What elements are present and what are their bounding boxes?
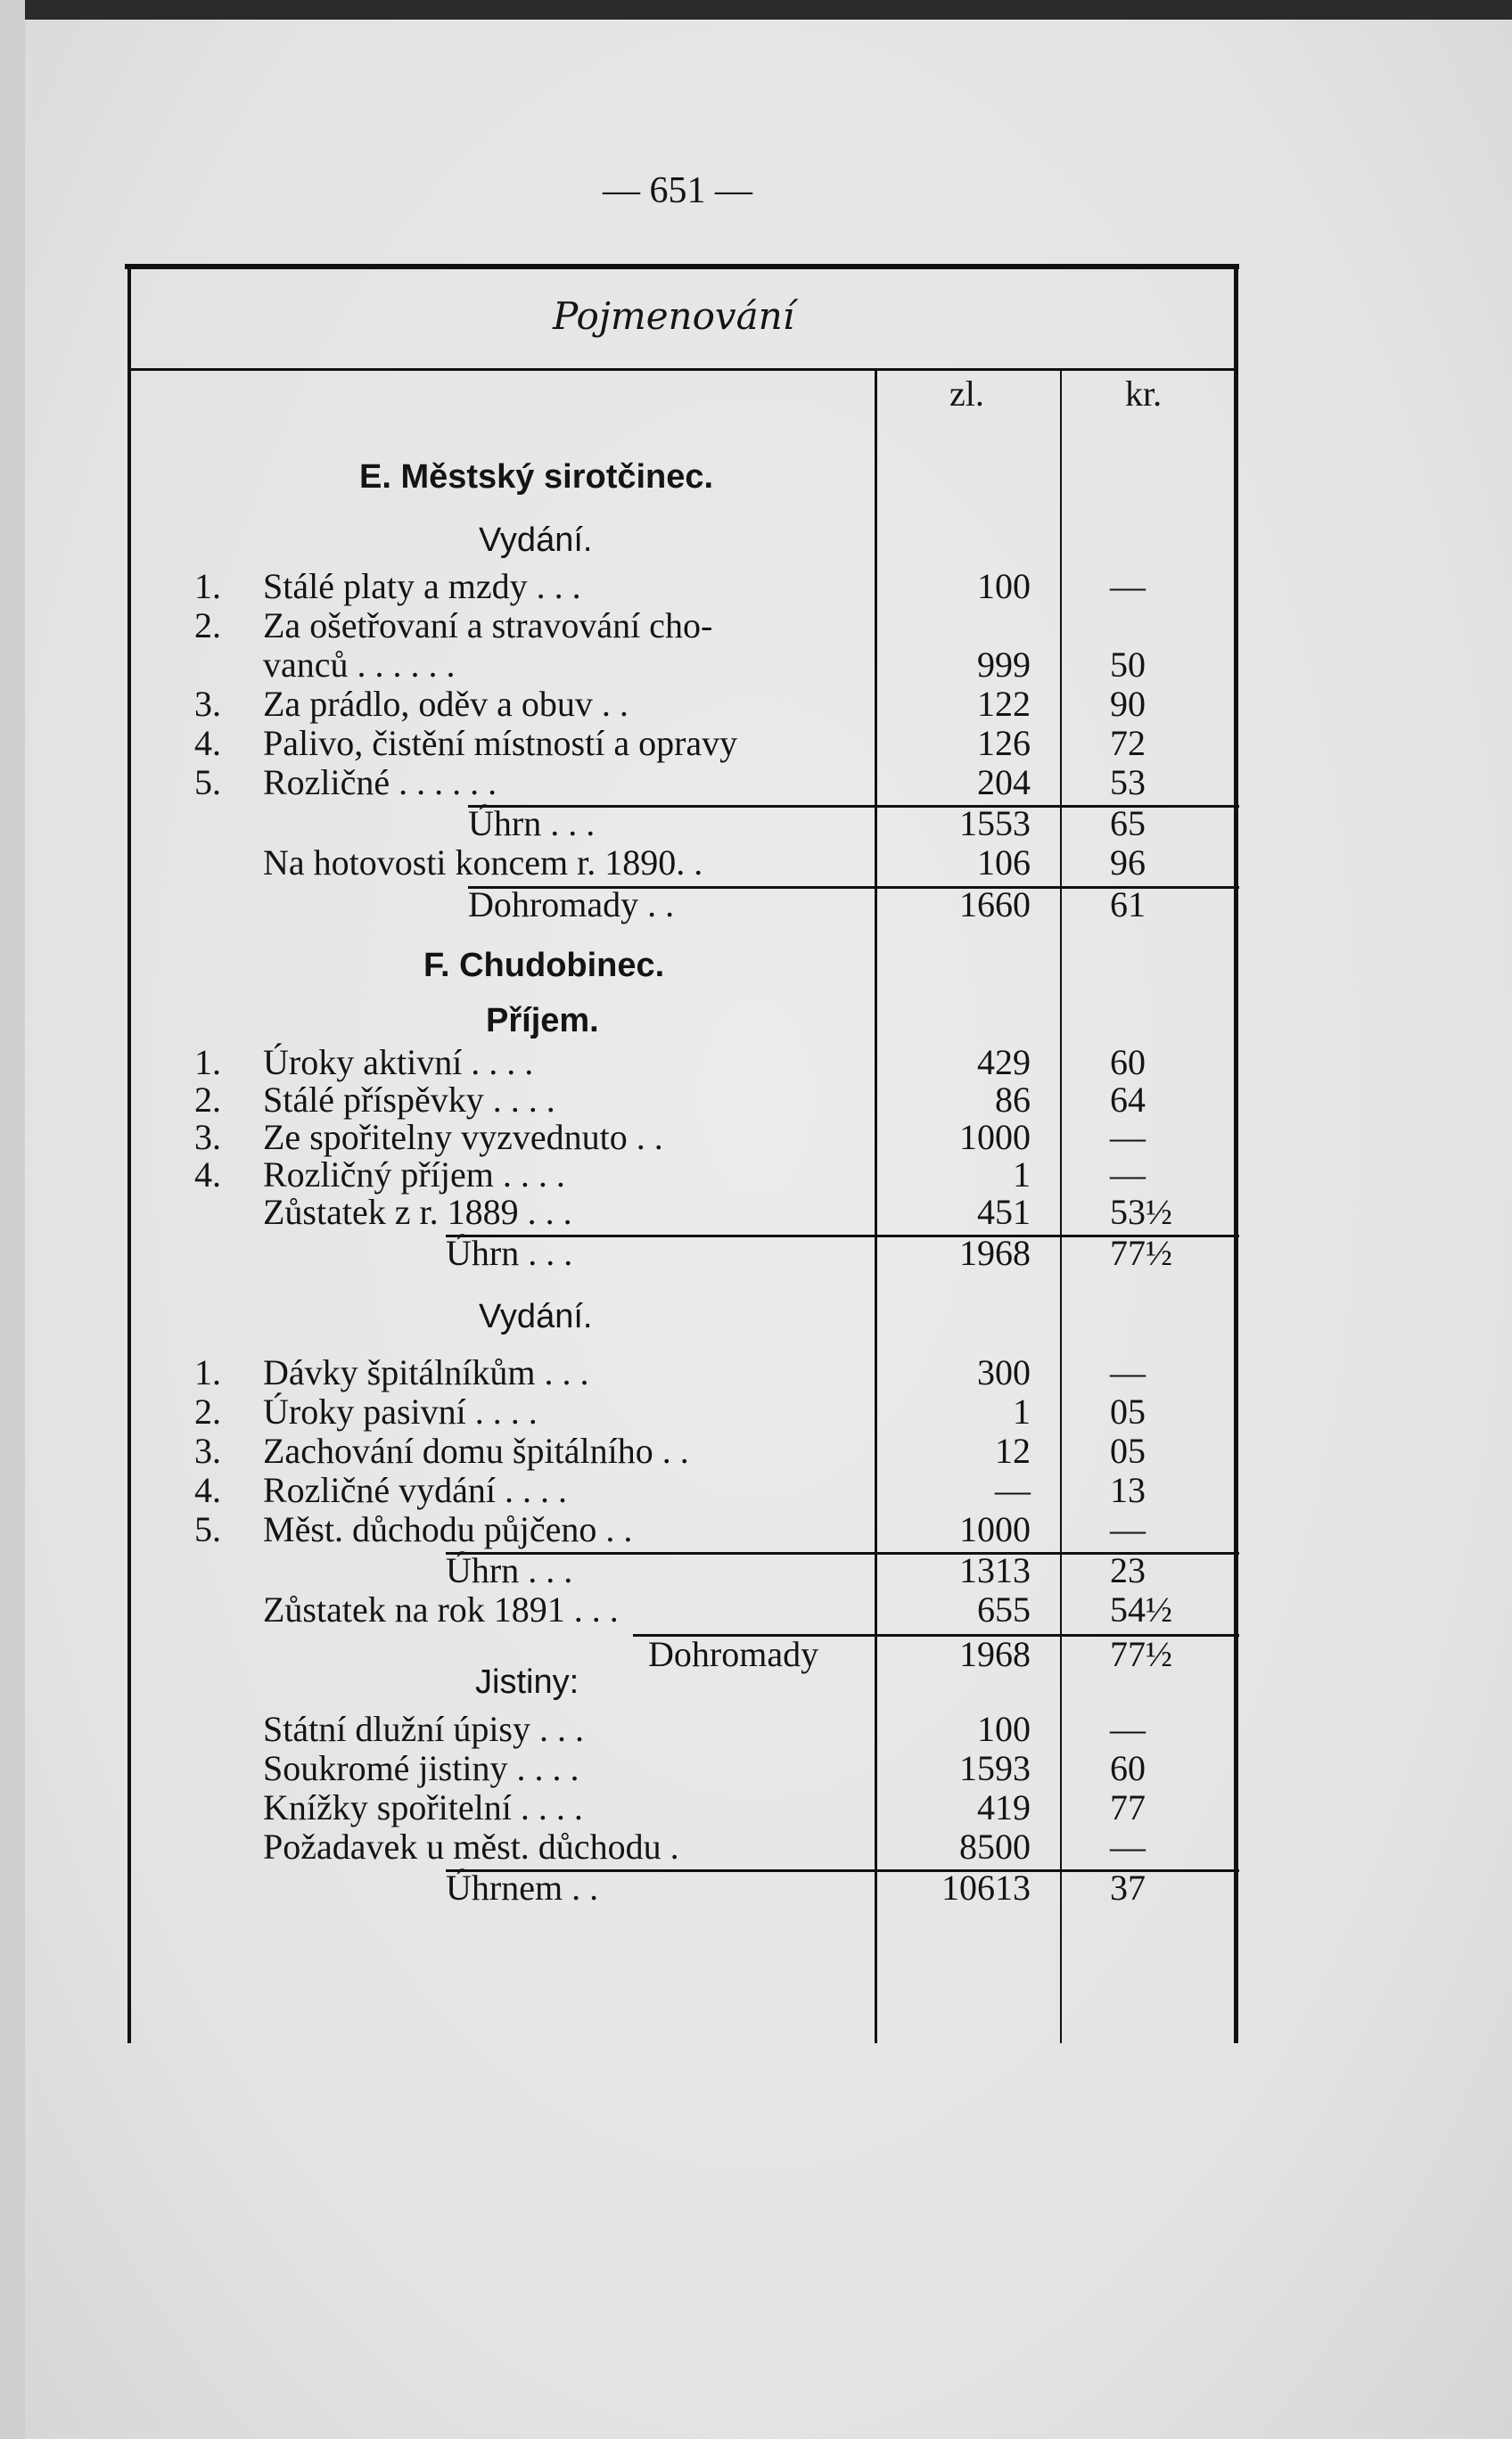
uhrn-label: Úhrn . . .: [446, 1550, 573, 1590]
row-label: Palivo, čistění místností a opravy: [263, 723, 738, 763]
row-kr: —: [1110, 566, 1146, 606]
row-label: Státní dlužní úpisy . . .: [263, 1709, 584, 1749]
row-num: 2.: [194, 1080, 221, 1120]
row-kr: —: [1110, 1509, 1146, 1549]
row-num: 3.: [194, 1431, 221, 1471]
row-kr: 77: [1110, 1787, 1146, 1827]
row-zl: 8500: [959, 1827, 1031, 1867]
header-separator: [130, 368, 1234, 371]
row-label: Zůstatek z r. 1889 . . .: [263, 1192, 572, 1232]
zustatek-kr: 54½: [1110, 1589, 1172, 1630]
row-num: 2.: [194, 605, 221, 645]
row-zl: 1: [1013, 1392, 1031, 1432]
row-zl: 100: [977, 566, 1031, 606]
row-zl: 1000: [959, 1117, 1031, 1157]
row-num: 1.: [194, 1352, 221, 1392]
scan-spine: [0, 0, 25, 2439]
section-e-title: E. Městský sirotčinec.: [359, 458, 714, 496]
row-zl: 126: [977, 723, 1031, 763]
row-zl: 1000: [959, 1509, 1031, 1549]
dohromady-kr: 61: [1110, 884, 1146, 924]
row-kr: 60: [1110, 1748, 1146, 1788]
uhrnem-zl: 10613: [941, 1868, 1031, 1908]
row-kr: 90: [1110, 684, 1146, 724]
row-label: Měst. důchodu půjčeno . .: [263, 1509, 633, 1549]
row-kr: —: [1110, 1709, 1146, 1749]
row-kr: —: [1110, 1154, 1146, 1195]
row-zl: 1593: [959, 1748, 1031, 1788]
row-zl: 122: [977, 684, 1031, 724]
row-kr: 50: [1110, 645, 1146, 685]
row-label: Rozličný příjem . . . .: [263, 1154, 565, 1195]
page-number: — 651 —: [603, 170, 752, 211]
row-label: Soukromé jistiny . . . .: [263, 1748, 579, 1788]
row-zl: 451: [977, 1192, 1031, 1232]
hotovost-zl: 106: [977, 842, 1031, 883]
row-num: 4.: [194, 1470, 221, 1510]
row-zl: 12: [995, 1431, 1031, 1471]
row-num: 1.: [194, 1042, 221, 1082]
row-label: vanců . . . . . .: [263, 645, 456, 685]
row-num: 1.: [194, 566, 221, 606]
row-num: 2.: [194, 1392, 221, 1432]
row-label: Požadavek u měst. důchodu .: [263, 1827, 679, 1867]
column-divider-kr: [1060, 369, 1062, 2043]
row-label: Stálé platy a mzdy . . .: [263, 566, 581, 606]
table-title: Pojmenování: [553, 294, 795, 338]
dohromady-label: Dohromady . .: [468, 884, 675, 924]
col-header-zl: zl.: [949, 374, 984, 414]
section-f-title: F. Chudobinec.: [423, 947, 665, 984]
row-label: Knížky spořitelní . . . .: [263, 1787, 583, 1827]
uhrn-label: Úhrn . . .: [446, 1233, 573, 1273]
jistiny-title: Jistiny:: [475, 1663, 579, 1701]
uhrn-label: Úhrn . . .: [468, 803, 596, 843]
uhrnem-label: Úhrnem . .: [446, 1868, 599, 1908]
row-kr: 60: [1110, 1042, 1146, 1082]
row-zl: 1: [1013, 1154, 1031, 1195]
row-kr: 64: [1110, 1080, 1146, 1120]
row-label: Rozličné . . . . . .: [263, 762, 497, 802]
uhrn-zl: 1968: [959, 1233, 1031, 1273]
row-kr: 05: [1110, 1431, 1146, 1471]
uhrn-kr: 77½: [1110, 1233, 1172, 1273]
row-num: 3.: [194, 1117, 221, 1157]
row-zl: 419: [977, 1787, 1031, 1827]
row-kr: 53: [1110, 762, 1146, 802]
col-header-kr: kr.: [1125, 374, 1163, 414]
row-num: 4.: [194, 1154, 221, 1195]
row-kr: —: [1110, 1827, 1146, 1867]
uhrn-kr: 65: [1110, 803, 1146, 843]
row-zl: 999: [977, 645, 1031, 685]
zustatek-label: Zůstatek na rok 1891 . . .: [263, 1589, 619, 1630]
row-label: Zachování domu špitálního . .: [263, 1431, 689, 1471]
dohromady-kr: 77½: [1110, 1634, 1172, 1674]
row-label: Úroky pasivní . . . .: [263, 1392, 538, 1432]
row-label: Ze spořitelny vyzvednuto . .: [263, 1117, 663, 1157]
dohromady-label: Dohromady: [648, 1634, 819, 1674]
table-right-border: [1234, 264, 1238, 2043]
section-f-vydani-title: Vydání.: [479, 1298, 593, 1335]
row-zl: 429: [977, 1042, 1031, 1082]
zustatek-zl: 655: [977, 1589, 1031, 1630]
row-kr: 13: [1110, 1470, 1146, 1510]
row-zl: —: [995, 1470, 1031, 1510]
row-label: Dávky špitálníkům . . .: [263, 1352, 589, 1392]
dohromady-zl: 1660: [959, 884, 1031, 924]
row-num: 4.: [194, 723, 221, 763]
row-zl: 86: [995, 1080, 1031, 1120]
uhrn-zl: 1553: [959, 803, 1031, 843]
table-top-border: [125, 264, 1239, 269]
dohromady-zl: 1968: [959, 1634, 1031, 1674]
uhrn-kr: 23: [1110, 1550, 1146, 1590]
row-num: 5.: [194, 762, 221, 802]
row-kr: —: [1110, 1117, 1146, 1157]
uhrnem-kr: 37: [1110, 1868, 1146, 1908]
column-divider-zl: [875, 369, 877, 2043]
row-kr: 53½: [1110, 1192, 1172, 1232]
row-zl: 204: [977, 762, 1031, 802]
row-zl: 300: [977, 1352, 1031, 1392]
hotovost-kr: 96: [1110, 842, 1146, 883]
row-num: 5.: [194, 1509, 221, 1549]
hotovost-label: Na hotovosti koncem r. 1890. .: [263, 842, 703, 883]
row-kr: 72: [1110, 723, 1146, 763]
row-num: 3.: [194, 684, 221, 724]
row-label: Úroky aktivní . . . .: [263, 1042, 534, 1082]
row-label: Za ošetřovaní a stravování cho-: [263, 605, 713, 645]
row-label: Stálé příspěvky . . . .: [263, 1080, 555, 1120]
section-e-vydani-title: Vydání.: [479, 521, 593, 559]
row-zl: 100: [977, 1709, 1031, 1749]
table-left-border: [127, 264, 131, 2043]
section-f-prijem-title: Příjem.: [486, 1002, 599, 1039]
row-kr: 05: [1110, 1392, 1146, 1432]
row-label: Rozličné vydání . . . .: [263, 1470, 568, 1510]
row-label: Za prádlo, oděv a obuv . .: [263, 684, 629, 724]
row-kr: —: [1110, 1352, 1146, 1392]
scan-top-edge: [0, 0, 1512, 20]
uhrn-zl: 1313: [959, 1550, 1031, 1590]
